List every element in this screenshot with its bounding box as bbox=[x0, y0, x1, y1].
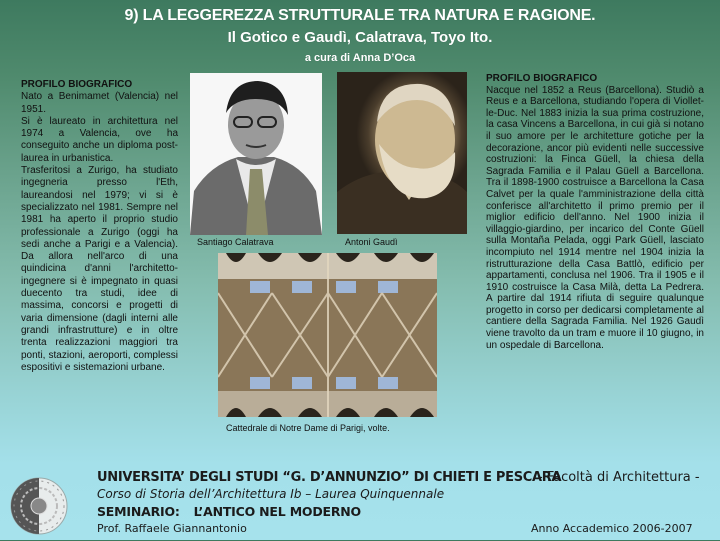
faculty-name: - Facoltà di Architettura - bbox=[538, 470, 700, 485]
calatrava-portrait-image bbox=[190, 73, 322, 235]
bio-paragraph: Si è laureato in architettura nel 1974 a Valencia, ove ha conseguito anche un diploma post-laurea in urbanistica. bbox=[21, 115, 178, 164]
academic-year: Anno Accademico 2006-2007 bbox=[531, 522, 693, 535]
slide-title: 9) LA LEGGEREZZA STRUTTURALE TRA NATURA E RAGIONE. bbox=[124, 7, 596, 24]
bio-paragraph: Nacque nel 1852 a Reus (Barcellona). Studiò a Reus e a Barcellona, studiando l'opera di Viollet-le-Duc. Nel 1883 inizia la sua prima costruzione, la casa Vincens a Barcellona, in cui già si notano il suo amore per le architetture gotiche per la decorazione, ancor più evidenti nelle successive costruzioni: la Finca Güell, la chiesa della Sagrada Familia e il Palau Güell a Barcellona. Tra il 1898-1900 costruisce a Barcellona la Casa Calvet per la quale l'amministrazione della città conferisce all'architetto il primo premio per il miglior edificio dell'anno. Nel 1900 inizia il villaggio-giardino, per incarico del Conte Güell sulla Montaña Pelada, oggi Park Güell, lasciato incompiuto nel 1914 mentre nel 1904 inizia la ristrutturazione della Casa Battlò, edificio per appartamenti, conclusa nel 1906. Tra il 1905 e il 1910 costruisce la Casa Milà, detta La Pedrera. A partire dal 1914 rifiuta di seguire qualunque progetto in corso per dedicarsi completamente al cantiere della Sagrada Familia. Nel 1926 Gaudì viene travolto da un tram e muore il 10 giugno, in un ospedale di Barcellona. bbox=[486, 84, 704, 351]
professor-name: Prof. Raffaele Giannantonio bbox=[97, 522, 247, 535]
seminar-title bbox=[97, 504, 361, 519]
notre-dame-vault-image bbox=[218, 253, 437, 417]
seminar-name: L’ANTICO NEL MODERNO bbox=[193, 504, 361, 519]
university-name: UNIVERSITA’ DEGLI STUDI “G. D’ANNUNZIO” DI CHIETI E PESCARA bbox=[97, 470, 562, 485]
slide-author: a cura di Anna D’Oca bbox=[304, 52, 416, 64]
calatrava-caption: Santiago Calatrava bbox=[197, 237, 274, 247]
calatrava-biography bbox=[21, 79, 178, 374]
bio-heading: PROFILO BIOGRAFICO bbox=[486, 73, 598, 84]
seminar-label: SEMINARIO: bbox=[97, 504, 180, 519]
university-rose-window-logo bbox=[5, 472, 69, 536]
gaudi-biography bbox=[486, 73, 704, 351]
gaudi-portrait-image bbox=[337, 72, 467, 234]
slide-subtitle: Il Gotico e Gaudì, Calatrava, Toyo Ito. bbox=[227, 29, 493, 46]
gaudi-caption: Antoni Gaudì bbox=[345, 237, 398, 247]
course-name: Corso di Storia dell’Architettura Ib – Laurea Quinquennale bbox=[97, 487, 445, 501]
cathedral-caption: Cattedrale di Notre Dame di Parigi, volte. bbox=[226, 423, 390, 433]
bio-paragraph: Nato a Benimamet (Valencia) nel 1951. bbox=[21, 91, 178, 115]
bio-heading: PROFILO BIOGRAFICO bbox=[21, 79, 133, 90]
bio-paragraph: Trasferitosi a Zurigo, ha studiato ingegneria presso l'Eth, laureandosi nel 1979; vi si è specializzato nel 1981. Sempre nel 1981 ha aperto il proprio studio professionale a Zurigo (oggi ha sedi anche a Parigi e a Valencia). Da allora nell'arco di una quindicina d'anni l'architetto-ingegnere si è impegnato in quasi duecento tra studi, idee di massima, concorsi e progetti di varia dimensione (dagli interni alle grandi infrastrutture) e in oltre trenta realizzazioni maggiori tra ponti, stazioni, aeroporti, complessi espositivi e sistemazioni urbane. bbox=[21, 165, 178, 373]
